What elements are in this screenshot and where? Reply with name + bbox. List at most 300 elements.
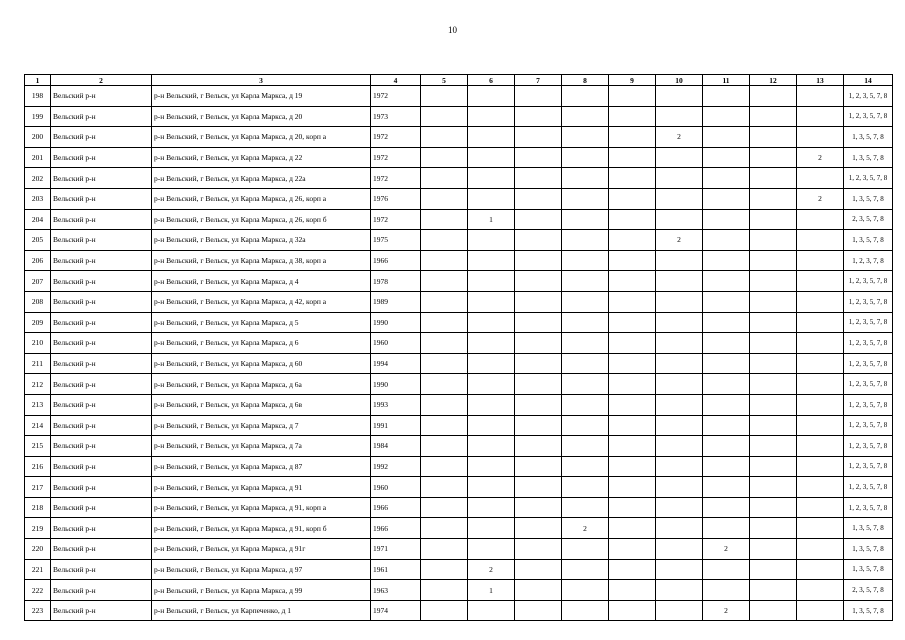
cell-col-8 [562,291,609,312]
cell-col-11 [703,250,750,271]
cell-col-1: 223 [25,600,51,621]
cell-col-3: р-н Вельский, г Вельск, ул Карла Маркса, д 26, корп а [152,188,371,209]
cell-col-4: 1971 [371,539,421,560]
cell-col-1: 217 [25,477,51,498]
cell-col-11 [703,291,750,312]
cell-col-7 [515,86,562,107]
cell-col-9 [609,518,656,539]
column-header-3: 3 [152,75,371,86]
cell-col-9 [609,600,656,621]
cell-col-6 [468,415,515,436]
cell-col-14: 1, 3, 5, 7, 8 [844,539,893,560]
table-row [25,436,893,457]
cell-col-14: 1, 3, 5, 7, 8 [844,230,893,251]
cell-col-10 [656,559,703,580]
cell-col-3: р-н Вельский, г Вельск, ул Карла Маркса, д 6 [152,333,371,354]
table-header [25,75,893,86]
table-row [25,209,893,230]
cell-col-9 [609,559,656,580]
cell-col-10 [656,436,703,457]
cell-col-13 [797,106,844,127]
cell-col-10 [656,271,703,292]
cell-col-13 [797,518,844,539]
cell-col-10 [656,394,703,415]
cell-col-6: 1 [468,580,515,601]
cell-col-9 [609,209,656,230]
cell-col-6 [468,188,515,209]
cell-col-10 [656,497,703,518]
cell-col-2: Вельский р-н [51,271,152,292]
cell-col-10 [656,580,703,601]
cell-col-13 [797,456,844,477]
cell-col-5 [421,559,468,580]
cell-col-1: 204 [25,209,51,230]
table-row [25,147,893,168]
cell-col-11 [703,230,750,251]
cell-col-1: 210 [25,333,51,354]
cell-col-4: 1992 [371,456,421,477]
cell-col-2: Вельский р-н [51,147,152,168]
table-row [25,559,893,580]
cell-col-8 [562,456,609,477]
cell-col-1: 209 [25,312,51,333]
cell-col-11 [703,559,750,580]
cell-col-13 [797,353,844,374]
cell-col-9 [609,333,656,354]
cell-col-5 [421,374,468,395]
cell-col-10 [656,86,703,107]
cell-col-14: 1, 2, 3, 5, 7, 8 [844,436,893,457]
cell-col-2: Вельский р-н [51,86,152,107]
column-header-2: 2 [51,75,152,86]
table-row [25,415,893,436]
cell-col-12 [750,353,797,374]
cell-col-4: 1973 [371,106,421,127]
cell-col-12 [750,580,797,601]
cell-col-13 [797,168,844,189]
cell-col-12 [750,456,797,477]
cell-col-1: 216 [25,456,51,477]
cell-col-14: 1, 2, 3, 5, 7, 8 [844,168,893,189]
column-header-4: 4 [371,75,421,86]
cell-col-12 [750,188,797,209]
cell-col-3: р-н Вельский, г Вельск, ул Карла Маркса, д 97 [152,559,371,580]
cell-col-3: р-н Вельский, г Вельск, ул Карла Маркса, д 91 [152,477,371,498]
cell-col-2: Вельский р-н [51,518,152,539]
cell-col-2: Вельский р-н [51,374,152,395]
cell-col-10 [656,106,703,127]
cell-col-13 [797,209,844,230]
cell-col-8 [562,477,609,498]
cell-col-14: 1, 2, 3, 5, 7, 8 [844,497,893,518]
cell-col-6 [468,436,515,457]
cell-col-5 [421,456,468,477]
cell-col-8 [562,312,609,333]
cell-col-4: 1990 [371,312,421,333]
cell-col-9 [609,271,656,292]
cell-col-5 [421,250,468,271]
cell-col-3: р-н Вельский, г Вельск, ул Карла Маркса, д 60 [152,353,371,374]
header-row [25,75,893,86]
table-row [25,271,893,292]
column-header-1: 1 [25,75,51,86]
cell-col-14: 1, 3, 5, 7, 8 [844,127,893,148]
cell-col-6 [468,291,515,312]
cell-col-3: р-н Вельский, г Вельск, ул Карла Маркса, д 7а [152,436,371,457]
cell-col-5 [421,394,468,415]
column-header-5: 5 [421,75,468,86]
page-number: 10 [448,25,457,35]
cell-col-1: 214 [25,415,51,436]
cell-col-3: р-н Вельский, г Вельск, ул Карла Маркса, д 38, корп а [152,250,371,271]
cell-col-6 [468,497,515,518]
cell-col-7 [515,497,562,518]
cell-col-12 [750,230,797,251]
cell-col-5 [421,353,468,374]
cell-col-8 [562,333,609,354]
cell-col-9 [609,539,656,560]
cell-col-11 [703,106,750,127]
register-table [24,74,893,621]
cell-col-3: р-н Вельский, г Вельск, ул Карла Маркса, д 32а [152,230,371,251]
cell-col-1: 211 [25,353,51,374]
cell-col-1: 218 [25,497,51,518]
cell-col-10 [656,291,703,312]
cell-col-12 [750,271,797,292]
cell-col-10 [656,518,703,539]
cell-col-11 [703,436,750,457]
cell-col-14: 1, 2, 3, 5, 7, 8 [844,106,893,127]
cell-col-14: 1, 2, 3, 7, 8 [844,250,893,271]
cell-col-7 [515,600,562,621]
cell-col-8 [562,106,609,127]
cell-col-14: 1, 2, 3, 5, 7, 8 [844,271,893,292]
cell-col-1: 200 [25,127,51,148]
cell-col-6 [468,477,515,498]
table-row [25,353,893,374]
cell-col-6 [468,394,515,415]
cell-col-1: 219 [25,518,51,539]
cell-col-7 [515,539,562,560]
cell-col-3: р-н Вельский, г Вельск, ул Карла Маркса, д 91, корп а [152,497,371,518]
cell-col-10 [656,188,703,209]
column-header-8: 8 [562,75,609,86]
cell-col-12 [750,518,797,539]
cell-col-4: 1989 [371,291,421,312]
cell-col-6 [468,168,515,189]
cell-col-6: 1 [468,209,515,230]
cell-col-1: 208 [25,291,51,312]
cell-col-13 [797,291,844,312]
cell-col-7 [515,374,562,395]
cell-col-13 [797,86,844,107]
cell-col-8 [562,374,609,395]
cell-col-8 [562,209,609,230]
cell-col-1: 206 [25,250,51,271]
cell-col-2: Вельский р-н [51,168,152,189]
cell-col-4: 1972 [371,147,421,168]
cell-col-11 [703,580,750,601]
table-row [25,168,893,189]
cell-col-8 [562,497,609,518]
cell-col-7 [515,250,562,271]
cell-col-5 [421,271,468,292]
table-row [25,497,893,518]
cell-col-9 [609,477,656,498]
cell-col-11 [703,188,750,209]
cell-col-2: Вельский р-н [51,333,152,354]
cell-col-12 [750,374,797,395]
column-header-11: 11 [703,75,750,86]
cell-col-7 [515,312,562,333]
cell-col-6 [468,127,515,148]
cell-col-12 [750,168,797,189]
cell-col-12 [750,291,797,312]
cell-col-5 [421,127,468,148]
cell-col-7 [515,333,562,354]
cell-col-14: 1, 3, 5, 7, 8 [844,147,893,168]
cell-col-6 [468,312,515,333]
cell-col-5 [421,600,468,621]
cell-col-9 [609,394,656,415]
cell-col-1: 220 [25,539,51,560]
cell-col-14: 1, 3, 5, 7, 8 [844,518,893,539]
cell-col-11: 2 [703,600,750,621]
cell-col-3: р-н Вельский, г Вельск, ул Карла Маркса, д 87 [152,456,371,477]
cell-col-12 [750,436,797,457]
cell-col-2: Вельский р-н [51,312,152,333]
cell-col-8 [562,415,609,436]
cell-col-1: 203 [25,188,51,209]
cell-col-4: 1961 [371,559,421,580]
cell-col-5 [421,497,468,518]
cell-col-7 [515,230,562,251]
cell-col-7 [515,291,562,312]
cell-col-3: р-н Вельский, г Вельск, ул Карла Маркса, д 19 [152,86,371,107]
cell-col-10 [656,374,703,395]
column-header-7: 7 [515,75,562,86]
cell-col-4: 1993 [371,394,421,415]
cell-col-8 [562,353,609,374]
cell-col-4: 1972 [371,127,421,148]
cell-col-2: Вельский р-н [51,353,152,374]
cell-col-6 [468,147,515,168]
cell-col-3: р-н Вельский, г Вельск, ул Карла Маркса, д 7 [152,415,371,436]
cell-col-11 [703,333,750,354]
cell-col-12 [750,477,797,498]
cell-col-3: р-н Вельский, г Вельск, ул Карла Маркса, д 91г [152,539,371,560]
cell-col-14: 1, 3, 5, 7, 8 [844,559,893,580]
cell-col-8 [562,436,609,457]
cell-col-1: 215 [25,436,51,457]
cell-col-11 [703,394,750,415]
cell-col-6 [468,600,515,621]
cell-col-10 [656,312,703,333]
cell-col-2: Вельский р-н [51,559,152,580]
table-row [25,394,893,415]
cell-col-9 [609,291,656,312]
cell-col-2: Вельский р-н [51,230,152,251]
cell-col-8 [562,271,609,292]
cell-col-3: р-н Вельский, г Вельск, ул Карла Маркса, д 4 [152,271,371,292]
cell-col-9 [609,86,656,107]
cell-col-13 [797,436,844,457]
cell-col-11 [703,374,750,395]
cell-col-5 [421,106,468,127]
table-row [25,456,893,477]
cell-col-10 [656,353,703,374]
cell-col-2: Вельский р-н [51,291,152,312]
cell-col-8 [562,188,609,209]
cell-col-12 [750,250,797,271]
column-header-9: 9 [609,75,656,86]
table-body [25,86,893,621]
cell-col-14: 1, 3, 5, 7, 8 [844,188,893,209]
column-header-6: 6 [468,75,515,86]
table-row [25,312,893,333]
cell-col-7 [515,127,562,148]
column-header-12: 12 [750,75,797,86]
cell-col-13: 2 [797,188,844,209]
cell-col-12 [750,147,797,168]
cell-col-10 [656,456,703,477]
cell-col-3: р-н Вельский, г Вельск, ул Карла Маркса, д 6а [152,374,371,395]
cell-col-4: 1966 [371,497,421,518]
table-row [25,250,893,271]
cell-col-14: 1, 2, 3, 5, 7, 8 [844,291,893,312]
cell-col-4: 1960 [371,477,421,498]
cell-col-1: 201 [25,147,51,168]
cell-col-8: 2 [562,518,609,539]
cell-col-14: 1, 2, 3, 5, 7, 8 [844,312,893,333]
cell-col-2: Вельский р-н [51,394,152,415]
cell-col-1: 207 [25,271,51,292]
table-row [25,127,893,148]
table-row [25,539,893,560]
cell-col-13 [797,415,844,436]
cell-col-3: р-н Вельский, г Вельск, ул Карла Маркса, д 26, корп б [152,209,371,230]
table-row [25,333,893,354]
cell-col-13 [797,600,844,621]
cell-col-7 [515,518,562,539]
cell-col-6 [468,539,515,560]
cell-col-8 [562,580,609,601]
cell-col-6 [468,456,515,477]
cell-col-9 [609,353,656,374]
cell-col-12 [750,106,797,127]
column-header-14: 14 [844,75,893,86]
cell-col-12 [750,415,797,436]
cell-col-7 [515,559,562,580]
cell-col-7 [515,271,562,292]
cell-col-3: р-н Вельский, г Вельск, ул Карла Маркса, д 22а [152,168,371,189]
cell-col-7 [515,147,562,168]
cell-col-7 [515,477,562,498]
table-row [25,374,893,395]
cell-col-6 [468,86,515,107]
cell-col-9 [609,230,656,251]
cell-col-1: 221 [25,559,51,580]
cell-col-10 [656,539,703,560]
cell-col-5 [421,333,468,354]
cell-col-13 [797,127,844,148]
cell-col-10: 2 [656,230,703,251]
cell-col-12 [750,539,797,560]
cell-col-10 [656,600,703,621]
cell-col-9 [609,188,656,209]
cell-col-11 [703,497,750,518]
cell-col-14: 1, 2, 3, 5, 7, 8 [844,86,893,107]
cell-col-4: 1966 [371,518,421,539]
cell-col-11 [703,312,750,333]
cell-col-3: р-н Вельский, г Вельск, ул Карла Маркса, д 22 [152,147,371,168]
cell-col-4: 1972 [371,168,421,189]
cell-col-12 [750,312,797,333]
cell-col-3: р-н Вельский, г Вельск, ул Карла Маркса, д 20, корп а [152,127,371,148]
cell-col-2: Вельский р-н [51,436,152,457]
cell-col-13 [797,497,844,518]
cell-col-1: 202 [25,168,51,189]
cell-col-9 [609,312,656,333]
cell-col-12 [750,497,797,518]
cell-col-3: р-н Вельский, г Вельск, ул Карпеченко, д 1 [152,600,371,621]
cell-col-5 [421,230,468,251]
cell-col-3: р-н Вельский, г Вельск, ул Карла Маркса, д 6в [152,394,371,415]
cell-col-5 [421,539,468,560]
cell-col-12 [750,127,797,148]
cell-col-13: 2 [797,147,844,168]
cell-col-11 [703,209,750,230]
cell-col-13 [797,230,844,251]
cell-col-13 [797,559,844,580]
cell-col-12 [750,394,797,415]
cell-col-14: 1, 2, 3, 5, 7, 8 [844,477,893,498]
cell-col-5 [421,477,468,498]
column-header-10: 10 [656,75,703,86]
cell-col-9 [609,147,656,168]
cell-col-4: 1991 [371,415,421,436]
cell-col-2: Вельский р-н [51,456,152,477]
cell-col-9 [609,168,656,189]
cell-col-6 [468,250,515,271]
cell-col-9 [609,106,656,127]
cell-col-7 [515,456,562,477]
cell-col-10 [656,333,703,354]
cell-col-5 [421,209,468,230]
cell-col-4: 1975 [371,230,421,251]
cell-col-12 [750,600,797,621]
cell-col-8 [562,559,609,580]
cell-col-5 [421,415,468,436]
cell-col-8 [562,539,609,560]
cell-col-6 [468,374,515,395]
cell-col-1: 199 [25,106,51,127]
cell-col-4: 1974 [371,600,421,621]
table-row [25,291,893,312]
cell-col-4: 1960 [371,333,421,354]
cell-col-13 [797,394,844,415]
cell-col-4: 1976 [371,188,421,209]
cell-col-3: р-н Вельский, г Вельск, ул Карла Маркса, д 20 [152,106,371,127]
table-row [25,188,893,209]
cell-col-2: Вельский р-н [51,209,152,230]
cell-col-2: Вельский р-н [51,188,152,209]
cell-col-5 [421,312,468,333]
cell-col-10 [656,477,703,498]
cell-col-2: Вельский р-н [51,106,152,127]
cell-col-6: 2 [468,559,515,580]
cell-col-11 [703,477,750,498]
